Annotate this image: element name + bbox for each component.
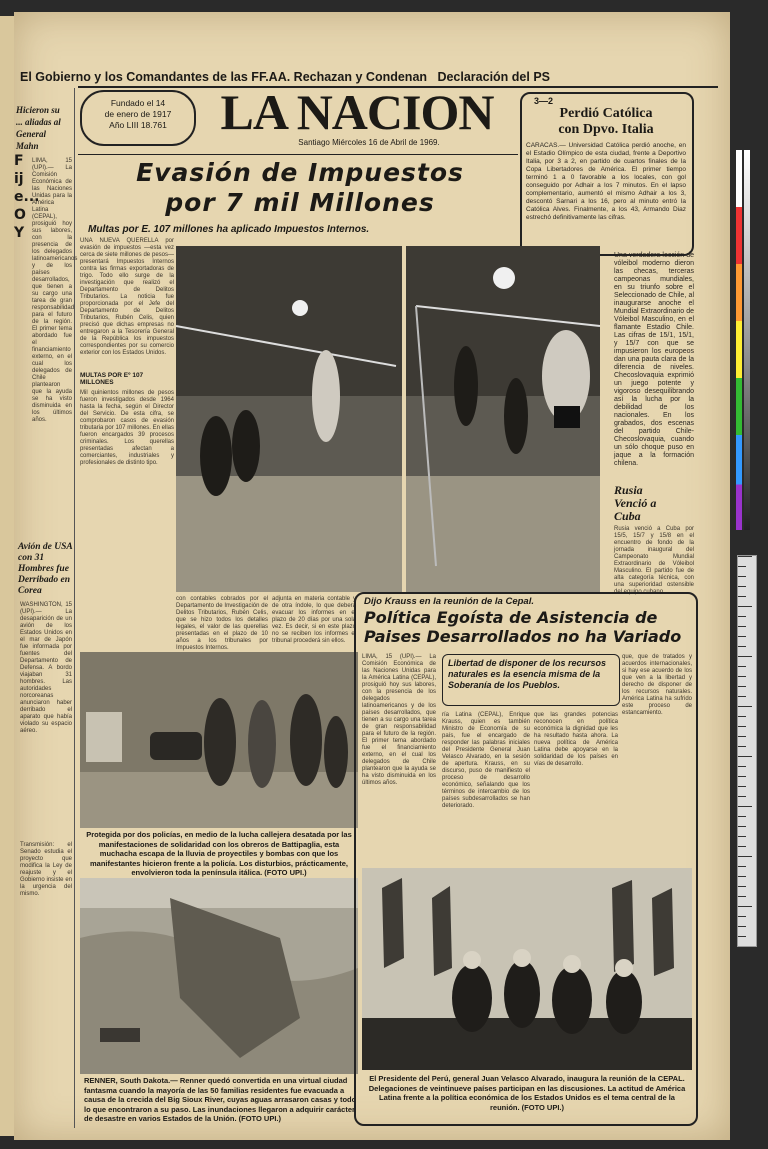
cepal-kicker: Dijo Krauss en la reunión de la Cepal. — [364, 596, 534, 607]
ruler-tick — [738, 906, 752, 907]
cepal-headline — [364, 608, 690, 646]
ruler-tick — [738, 926, 746, 927]
left-lower-body — [20, 842, 72, 1122]
cepal-col1-text: LIMA, 15 (UPI).— La Comisión Económica de las Naciones Unidas para la América Latina (CEPAL), prosiguió hoy sus labores, con la presencia de los delegados latinoamericanos y de los países desarrollados, que tienen a su cargo una tarea de gran responsabilidad para el futuro de la región. El primer tema abordado fue el financiamiento externo, en el cual los delegados de Chile plantearon que la ayuda se ha visto disminuida en los últimos años. — [362, 654, 436, 786]
cepal-col2 — [442, 712, 530, 862]
cepal-headline-line2: Paises Desarrollados no ha Variado — [364, 627, 682, 646]
usa-headline-line4: Derribado en — [18, 575, 70, 585]
riot-photo — [80, 652, 358, 828]
ruler-tick — [738, 786, 746, 787]
ruler-tick — [738, 726, 746, 727]
left-ad-fragment: Fije... OY — [14, 153, 40, 241]
multas-heading: MULTAS POR Eº 107 MILLONES — [80, 372, 144, 386]
ruler-tick — [738, 696, 746, 697]
sports-score: 3—2 — [534, 96, 554, 106]
masthead-rule — [78, 154, 518, 155]
rusia-body — [614, 526, 694, 595]
ruler-tick — [738, 676, 746, 677]
ruler-tick — [738, 616, 746, 617]
sports-headline — [526, 106, 686, 138]
rusia-headline-line2: Venció a — [614, 496, 657, 510]
ruler-tick — [738, 826, 746, 827]
cepal-headline-line1: Política Egoísta de Asistencia de — [364, 608, 658, 627]
ruler-tick — [738, 816, 746, 817]
founded-line3: Año LIII 18.761 — [109, 120, 167, 130]
sports-body-text: CARACAS.— Universidad Católica perdió anoche, en el Estadio Olímpico de esta ciudad, frente a Deportivo Italia, por 3 a 2, en partido de cuartos finales de la Copa Libertadores de América. El primer tiempo terminó 1 a 0 favorable a los locales, con gol conseguido por Adhair a los 7 minutos. En el lapso complementario, aumentó el mismo Adhair a los 3, descontó Sarnari a los 16, pero al minuto entró la Católica Alves. Finalmente, a los 43, Armando Diaz estrechó definitivamente las cifras. — [526, 142, 686, 221]
usa-body — [20, 602, 72, 832]
ruler-tick — [738, 636, 746, 637]
scale-ruler — [737, 555, 757, 947]
ruler-tick — [738, 626, 746, 627]
ruler-tick — [738, 776, 746, 777]
cepal-col3 — [534, 712, 618, 862]
founded-line2: de enero de 1917 — [104, 109, 172, 119]
ruler-tick — [738, 896, 746, 897]
ruler-tick — [738, 716, 746, 717]
ruler-tick — [738, 656, 752, 657]
ruler-tick — [738, 686, 746, 687]
usa-headline-line1: Avión de USA — [18, 542, 73, 552]
riot-photo-art — [80, 652, 358, 828]
banner-headline: El Gobierno y los Comandantes de las FF.AA. Rechazan y Condenan Declaración del PS — [20, 70, 550, 84]
peru-caption: El Presidente del Perú, general Juan Velasco Alvarado, inaugura la reunión de la CEPAL. Delegaciones de veintinueve países participan en las discusiones. La actitud de América Latina frente a la política económica de los Estados Unidos es el tema central de la reunión. (FOTO UPI.) — [368, 1074, 686, 1112]
ruler-tick — [738, 736, 746, 737]
ruler-tick — [738, 566, 746, 567]
left-column-rule — [74, 88, 75, 1128]
sports-headline-line2: con Dpvo. Italia — [558, 122, 654, 137]
volleyball-body — [614, 252, 694, 487]
ruler-tick — [738, 576, 746, 577]
usa-headline — [18, 542, 74, 597]
masthead-dateline: Santiago Miércoles 16 de Abril de 1969. — [298, 138, 440, 147]
ruler-tick — [738, 756, 752, 757]
rusia-headline — [614, 484, 690, 523]
cepal-col1 — [362, 654, 436, 854]
volleyball-photo-art — [176, 246, 600, 592]
main-col1 — [80, 238, 174, 368]
usa-headline-line2: con 31 — [18, 553, 45, 563]
grey-calibration-strip — [744, 150, 750, 530]
rusia-headline-line1: Rusia — [614, 483, 643, 497]
ruler-tick — [738, 936, 746, 937]
ruler-tick — [738, 806, 752, 807]
volleyball-body-text: Una verdadera lección de vóleibol moderno dieron las checas, terceras campeonas mundiales, en su triunfo sobre el Seleccionado de Chile, al inaugurarse anoche el Mundial Extraordinario de Vóleibol Masculino, en el flamante Estadio Chile. Las cifras de 15/1, 15/1, y 15/7 con que se impusieron los europeos dan una pauta clara de la diferencia de niveles. Checoslovaquia exprimió un juego potente y vigoroso desequilibrando así la lucha por la debilidad de los nacionales. En los grabados, dos escenas del partido Chile-Checoslovaquia, cuando un sólo choque puso en jaque a la formación chilena. — [614, 252, 694, 467]
sports-headline-line1: Perdió Católica — [559, 106, 653, 121]
main-col3-text: adjunta en materia contable y de otra índole, lo que deberá evacuar los informes en el plazo de 20 días por una sola vez. Es decir, si en este plazo no se reciben los informes el tribunal procederá sin ellos. — [272, 596, 356, 644]
main-col1-text: UNA NUEVA QUERELLA por evasión de impuestos —esta vez cerca de siete millones de pesos— presentará Impuestos Internos contra las firmas exportadoras de trigo. Todo ello surge de la investigación que realizó el Departamento de Delitos Tributarios. La noticia fue proporcionada por el Jefe del Departamento de Delitos Tributarios, Rubén Celis, quien precisó que dichas empresas no entregaron a la Tesorería General de la República los impuestos correspondientes por su comercio exterior con los Estados Unidos. — [80, 238, 174, 356]
ruler-tick — [738, 706, 752, 707]
usa-body-text: WASHINGTON, 15 (UPI).— La desaparición de un avión de los Estados Unidos en el mar de Japón fue informada por fuentes del Departamento de Defensa. A bordo viajaban 31 hombres. Las autoridades norcoreanas anunciaron haber derribado el aparato que había violado su espacio aéreo. — [20, 602, 72, 734]
main-headline-line1: Evasión de Impuestos — [136, 158, 464, 187]
left-lower-body-text: Transmisión: el Senado estudia el proyecto que modifica la Ley de reajuste y el Gobierno insiste en la urgencia del mismo. — [20, 842, 72, 897]
peru-photo — [362, 868, 692, 1070]
main-col1b — [80, 390, 174, 590]
ruler-tick — [738, 916, 746, 917]
newspaper-page — [14, 12, 730, 1140]
flood-photo-art — [80, 878, 358, 1074]
cepal-col3-text: que las grandes potencias reconocen en política económica la dignidad que les ha resultado hasta ahora. La nueva política de América Latina debe apoyarse en la solidaridad de los países en vías de desarrollo. — [534, 712, 618, 767]
main-col1b-text: Mil quinientos millones de pesos fueron investigados desde 1964 hasta la fecha, según el Director del Servicio. De esta cifra, se comprobaron casos de evasión tributaria por 107 millones. En ellas fueron encargados 39 procesos criminales. Los querellas presentadas afectan a comerciantes, industriales y profesionales de distinto tipo. — [80, 390, 174, 466]
ruler-tick — [738, 856, 752, 857]
ruler-tick — [738, 886, 746, 887]
ruler-tick — [738, 846, 746, 847]
left-column-body — [32, 158, 78, 528]
rusia-headline-line3: Cuba — [614, 509, 641, 523]
ruler-tick — [738, 666, 746, 667]
ruler-tick — [738, 796, 746, 797]
ruler-tick — [738, 586, 746, 587]
rusia-body-text: Rusia venció a Cuba por 15/5, 15/7 y 15/8 en el encuentro de fondo de la jornada inaugural del Campeonato Mundial Extraordinario de Vóleibol Masculino. El partido fue de alta categoría técnica, con una superioridad ostensible del equipo cubano. — [614, 526, 694, 595]
ruler-tick — [738, 646, 746, 647]
color-calibration-strip — [736, 150, 742, 530]
main-col2 — [176, 596, 268, 651]
flood-photo — [80, 878, 358, 1074]
cepal-col4-text: que, que de tratados y acuerdos internacionales, si hay ese acuerdo de los que ven a la libertad y derecho de disponer de los recursos naturales. América Latina ha sufrido este proceso de estancamiento. — [622, 654, 692, 716]
left-column-filler-text: LIMA, 15 (UPI).— La Comisión Económica de las Naciones Unidas para la América Latina (CEPAL), prosiguió hoy sus labores, con la presencia de los delegados latinoamericanos y de los países desarrollados, que tienen a su cargo una tarea de gran responsabilidad para el futuro de la región. El primer tema abordado fue el financiamiento externo, en el cual los delegados de Chile plantearon que la ayuda se ha visto disminuida en los últimos años. — [32, 158, 78, 423]
main-col2-text: con contables cobrados por el Departamento de Investigación de Delitos Tributarios, Rubén Celis, que se hizo todos los detalles legales, el valor de las querellas presentadas en el plazo de 10 años a los tribunales por Impuestos Internos. — [176, 596, 268, 651]
masthead-title: LA NACION — [220, 84, 494, 140]
left-teaser: Hicieron su ... aliadas al General Mahn — [16, 105, 61, 151]
main-subhead: Multas por E. 107 millones ha aplicado Impuestos Internos. — [88, 224, 370, 235]
usa-headline-line5: Corea — [18, 586, 42, 596]
main-headline-line2: por 7 mil Millones — [165, 188, 435, 217]
ruler-tick — [738, 556, 752, 557]
founded-box — [80, 90, 196, 146]
sports-body — [526, 142, 686, 242]
ruler-tick — [738, 866, 746, 867]
flood-caption: RENNER, South Dakota.— Renner quedó convertida en una virtual ciudad fantasma cuando la mayoría de las 50 familias residentes fue evacuada a causa de la crecida del Big Sioux River, cuyas aguas arrasaron casas y todo lo que encontraron a su paso. Las inundaciones llegaron a adquirir carácter de desastre en varios Estados de la Unión. (FOTO UPI.) — [84, 1076, 357, 1123]
cepal-pullquote: Libertad de disponer de los recursos naturales es la esencia misma de la Soberanía de los Pueblos. — [448, 658, 607, 690]
founded-line1: Fundado el 14 — [110, 98, 166, 108]
ruler-tick — [738, 766, 746, 767]
ruler-tick — [738, 746, 746, 747]
ruler-tick — [738, 596, 746, 597]
peru-photo-art — [362, 868, 692, 1070]
cepal-col2-text: ría Latina (CEPAL), Enrique Krauss, quien es también Ministro de Economía de su país, fue el encargado de responder las palabras iniciales del Presidente General Juan Velasco Alvarado, en la sesión de apertura. Krauss, en su discurso, puso de manifiesto el proceso de desarrollo económico, señalando que los términos de intercambio de los países subdesarrollados se han deteriorado. — [442, 712, 530, 809]
ruler-tick — [738, 606, 752, 607]
usa-headline-line3: Hombres fue — [18, 564, 69, 574]
main-headline — [80, 158, 520, 218]
volleyball-photo — [176, 246, 600, 592]
riot-caption: Protegida por dos policías, en medio de la lucha callejera desatada por las manifestaciones de solidaridad con los obreros de Battipaglia, esta muchacha escapa de la lluvia de proyectiles y bombas con que los manifestantes hicieron frente a la policía. Los disturbios, prácticamente, envolvieron toda la península itálica. (FOTO UPI.) — [86, 830, 352, 877]
main-col3 — [272, 596, 356, 646]
cepal-col4 — [622, 654, 692, 864]
ruler-tick — [738, 836, 746, 837]
ruler-tick — [738, 876, 746, 877]
